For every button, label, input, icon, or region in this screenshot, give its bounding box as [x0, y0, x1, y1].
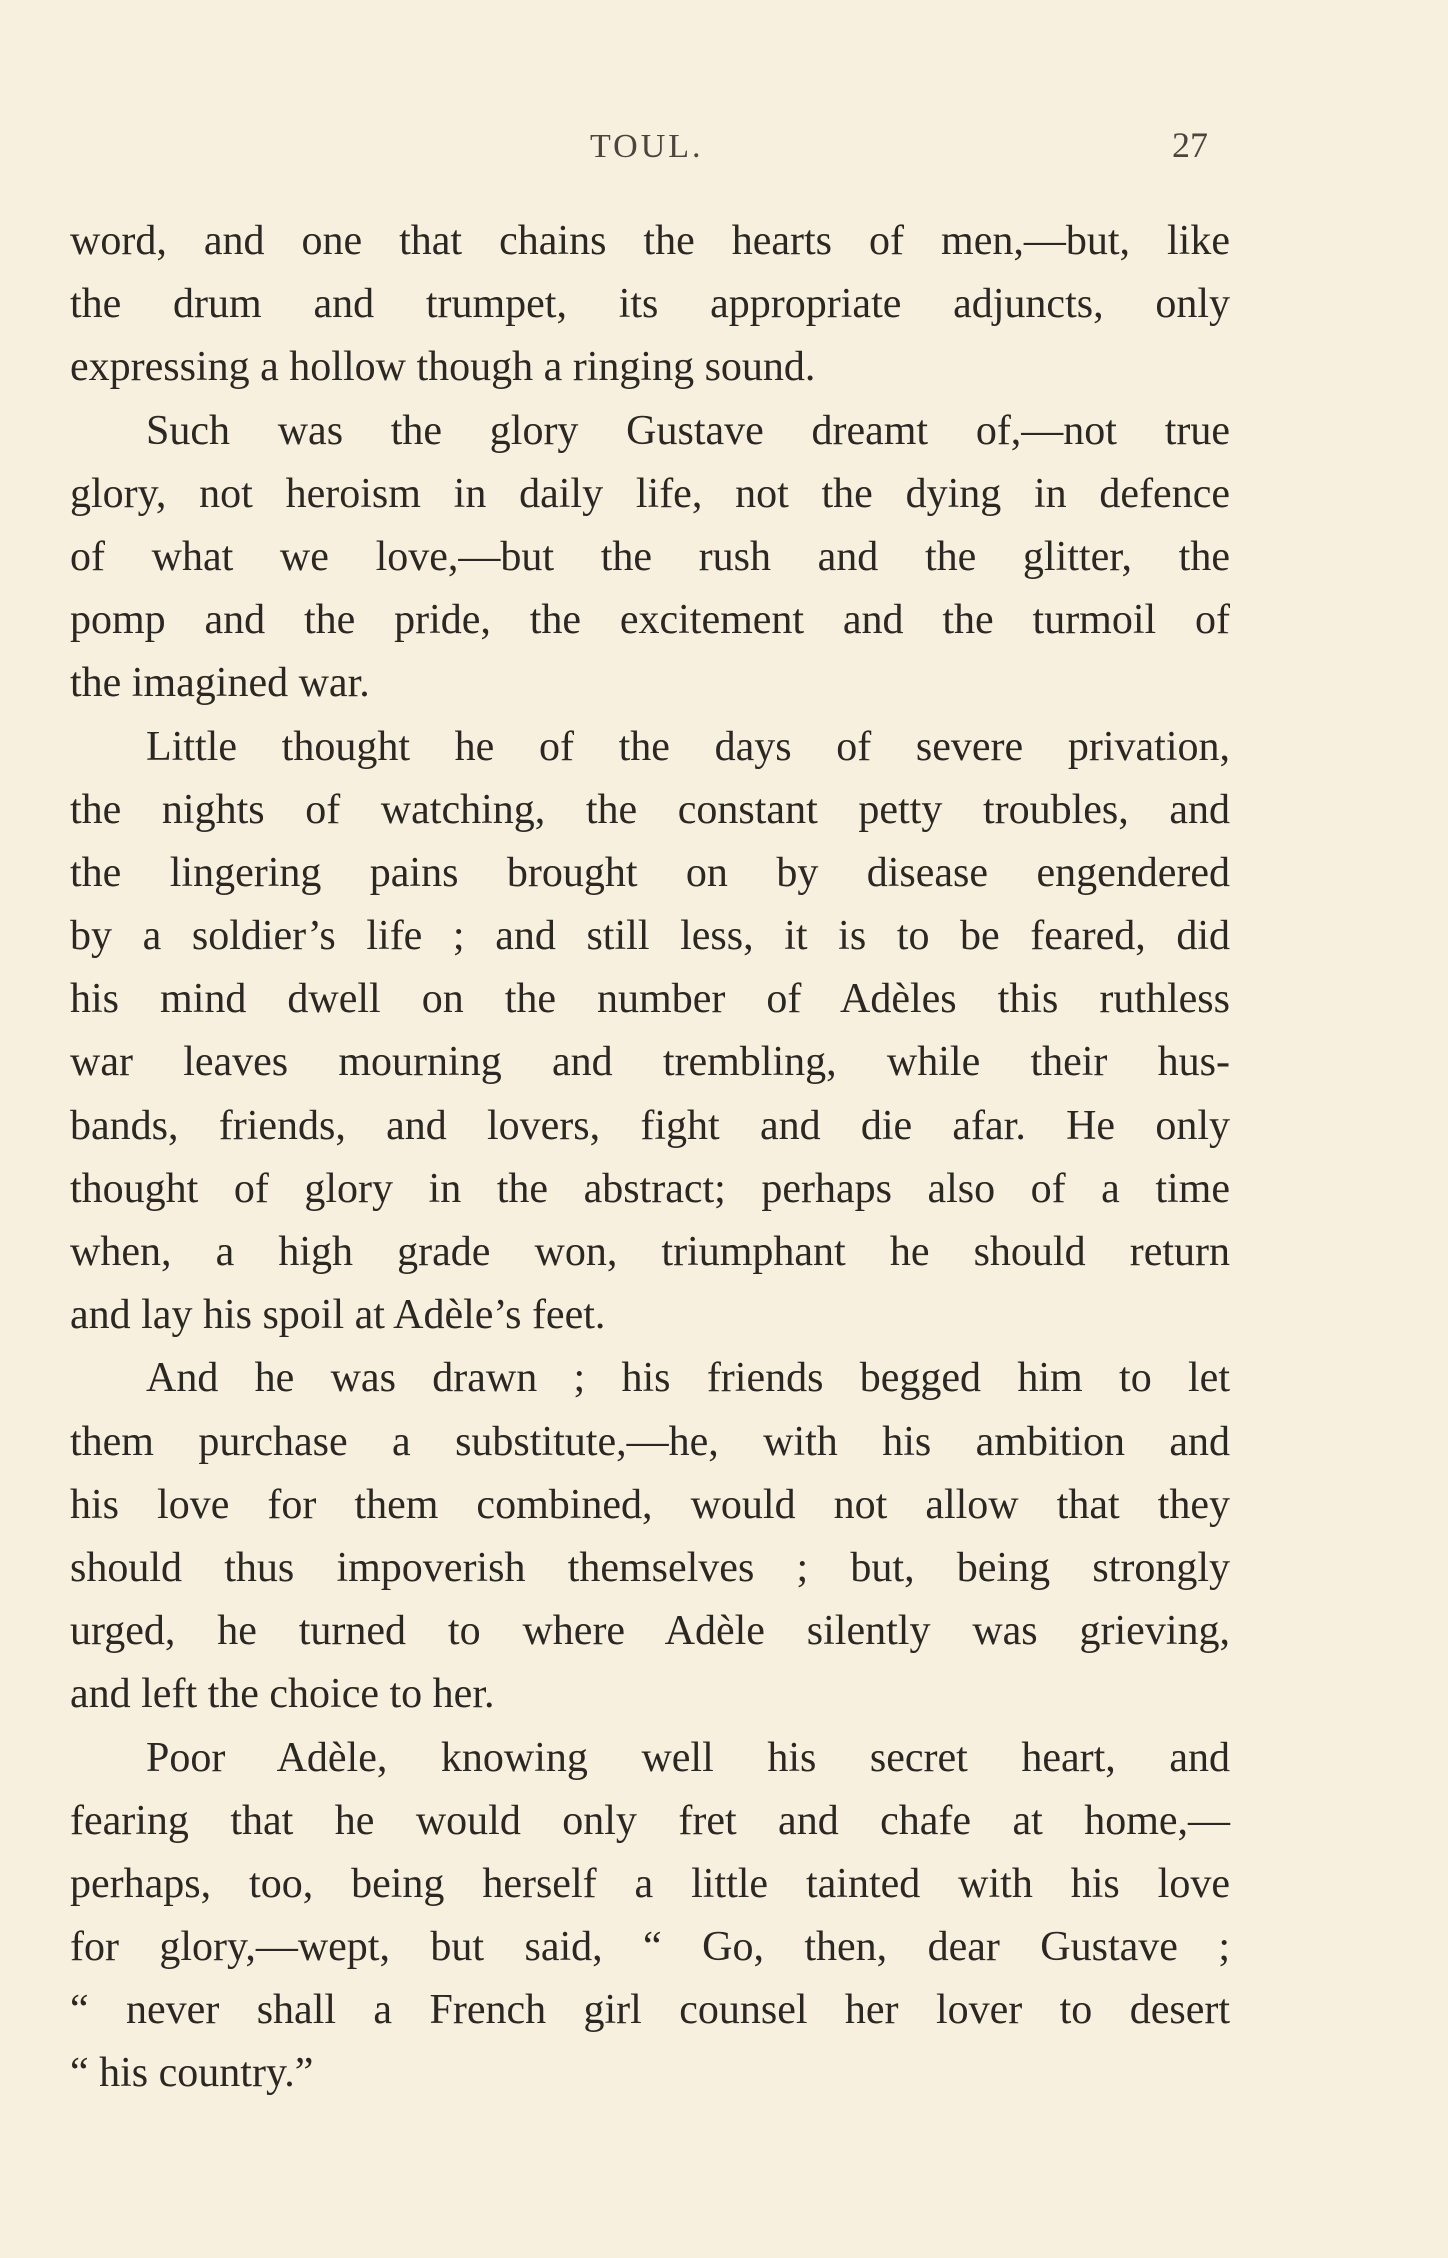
text-line: his love for them combined, would not allow that they	[70, 1481, 1230, 1528]
text-line: urged, he turned to where Adèle silently was grieving,	[70, 1608, 1230, 1655]
text-line: “ never shall a French girl counsel her lover to desert	[70, 1987, 1230, 2034]
text-line: expressing a hollow though a ringing sound.	[70, 344, 816, 391]
text-line: and lay his spoil at Adèle’s feet.	[70, 1292, 606, 1339]
text-line: when, a high grade won, triumphant he should return	[70, 1229, 1230, 1275]
text-line: his mind dwell on the number of Adèles this ruthless	[70, 976, 1230, 1023]
text-line: should thus impoverish themselves ; but, being strongly	[70, 1544, 1230, 1591]
text-line: the lingering pains brought on by disease engendered	[70, 849, 1230, 896]
text-line: the nights of watching, the constant petty troubles, and	[70, 786, 1230, 833]
text-line: pomp and the pride, the excitement and the turmoil of	[70, 597, 1230, 644]
text-line: of what we love,—but the rush and the glitter, the	[70, 533, 1230, 580]
text-line: the imagined war.	[70, 660, 370, 707]
text-line: Poor Adèle, knowing well his secret heart, and	[146, 1734, 1230, 1781]
running-title: TOUL.	[590, 128, 704, 165]
text-line: bands, friends, and lovers, fight and die afar. He only	[70, 1102, 1230, 1149]
body-text	[70, 210, 1230, 2106]
text-line: them purchase a substitute,—he, with his ambition and	[70, 1418, 1230, 1465]
text-line: by a soldier’s life ; and still less, it is to be feared, did	[70, 913, 1230, 960]
text-line: perhaps, too, being herself a little tainted with his love	[70, 1860, 1230, 1907]
text-line: for glory,—wept, but said, “ Go, then, dear Gustave ;	[70, 1924, 1230, 1971]
text-line: war leaves mourning and trembling, while their hus-	[70, 1039, 1230, 1086]
text-line: thought of glory in the abstract; perhaps also of a time	[70, 1165, 1230, 1212]
text-line: the drum and trumpet, its appropriate adjuncts, only	[70, 281, 1230, 328]
page-number: 27	[1172, 125, 1208, 165]
text-line: fearing that he would only fret and chafe at home,—	[70, 1797, 1230, 1844]
text-line: Little thought he of the days of severe privation,	[146, 723, 1230, 770]
text-line: and left the choice to her.	[70, 1671, 495, 1718]
text-line: And he was drawn ; his friends begged him to let	[146, 1355, 1230, 1402]
text-line: Such was the glory Gustave dreamt of,—not true	[146, 407, 1230, 454]
text-line: word, and one that chains the hearts of men,—but, like	[70, 218, 1230, 264]
text-line: glory, not heroism in daily life, not the dying in defence	[70, 470, 1230, 517]
text-line: “ his country.”	[70, 2050, 314, 2097]
